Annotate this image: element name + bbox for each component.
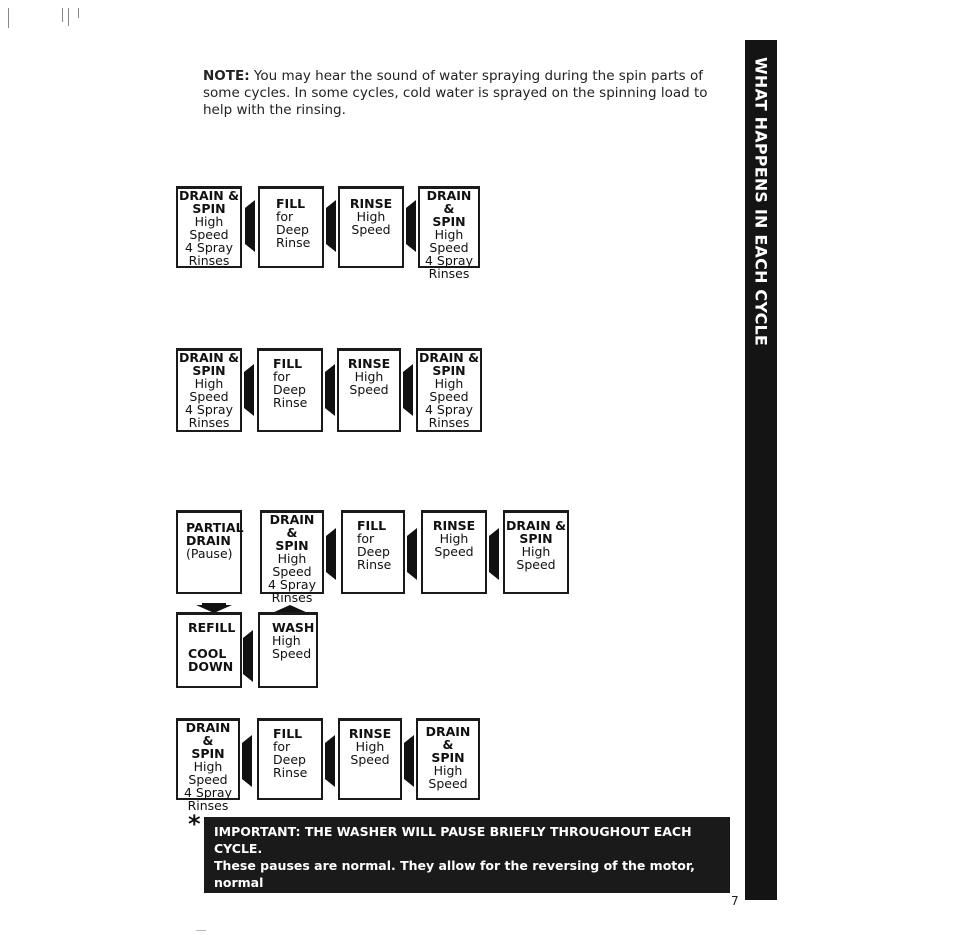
box-line: High — [355, 739, 385, 754]
flow-arrow-icon — [244, 364, 254, 416]
box-line: SPIN — [192, 201, 226, 216]
box-line: Speed — [189, 227, 229, 242]
box-line: Speed — [272, 646, 312, 661]
row3-partial-drain-box — [176, 510, 242, 594]
box-line: Speed — [272, 564, 312, 579]
box-line: FILL — [357, 518, 387, 533]
box-line: SPIN — [192, 363, 226, 378]
row2-rinse-box — [337, 348, 401, 432]
important-notice — [204, 817, 730, 924]
row3-drain-spin-box-2 — [503, 510, 569, 594]
box-line: Rinses — [428, 415, 470, 430]
box-line: DRAIN & — [425, 724, 471, 752]
box-line: Speed — [429, 240, 469, 255]
scan-speck — [196, 930, 206, 931]
box-line: 4 Spray — [268, 577, 316, 592]
box-line: PARTIAL — [186, 520, 244, 535]
box-line: SPIN — [275, 538, 309, 553]
box-line: DRAIN & — [269, 512, 315, 540]
note-label: NOTE: — [203, 68, 250, 84]
row4-drain-spin-box — [176, 718, 240, 813]
row3b-wash-box — [258, 612, 318, 688]
box-line: Rinse — [273, 765, 308, 780]
box-line: Rinses — [428, 266, 470, 281]
box-line: High — [521, 544, 551, 559]
flow-arrow-icon — [325, 735, 335, 787]
row1-drain-spin-box — [176, 186, 242, 268]
box-line: Rinses — [188, 415, 230, 430]
box-line: Rinse — [276, 235, 311, 250]
box-line: Rinse — [273, 395, 308, 410]
box-line: REFILL — [188, 620, 236, 635]
row3-fill-box — [341, 510, 405, 594]
box-line: 4 Spray — [425, 253, 473, 268]
flow-arrow-icon — [326, 200, 336, 252]
box-line: FILL — [276, 196, 306, 211]
box-line: Speed — [188, 772, 228, 787]
row2-fill-box — [257, 348, 323, 432]
row4-rinse-box — [338, 718, 402, 800]
box-line: Speed — [434, 544, 474, 559]
flow-arrow-icon — [407, 528, 417, 580]
flow-arrow-icon — [243, 630, 253, 682]
box-line: High — [277, 551, 307, 566]
box-line: WASH — [272, 620, 315, 635]
box-line: High — [354, 369, 384, 384]
box-line: DRAIN & — [178, 188, 240, 203]
box-line: SPIN — [431, 750, 465, 765]
asterisk-icon: * — [188, 810, 201, 838]
box-line: (Pause) — [186, 546, 233, 561]
flow-arrow-icon — [489, 528, 499, 580]
box-line: Rinses — [188, 253, 230, 268]
important-line: IMPORTANT: THE WASHER WILL PAUSE BRIEFLY THROUGHOUT EACH CYCLE. — [214, 824, 692, 856]
box-line: Speed — [428, 776, 468, 791]
box-line: RINSE — [432, 518, 476, 533]
flow-arrow-icon — [325, 364, 335, 416]
important-line: Cycle. — [214, 909, 257, 924]
box-line: Speed — [349, 382, 389, 397]
box-line: for — [273, 739, 291, 754]
box-line: SPIN — [432, 363, 466, 378]
important-line: These pauses are normal. They allow for the reversing of the motor, normal — [214, 858, 695, 890]
box-line: COOL — [188, 646, 227, 661]
side-tab-title: WHAT HAPPENS IN EACH CYCLE — [751, 57, 771, 347]
row3-drain-spin-box — [260, 510, 324, 605]
note-paragraph — [203, 68, 723, 119]
box-line: Rinse — [357, 557, 392, 572]
box-line: Deep — [357, 544, 390, 559]
box-line: DRAIN & — [426, 188, 472, 216]
row1-fill-box — [258, 186, 324, 268]
box-line: DRAIN & — [418, 350, 480, 365]
side-tab-title-wrap — [746, 57, 776, 347]
page-number: 7 — [731, 894, 739, 908]
box-line: 4 Spray — [185, 402, 233, 417]
box-line: Deep — [276, 222, 309, 237]
box-line: Speed — [351, 222, 391, 237]
box-line: for — [273, 369, 291, 384]
note-text: You may hear the sound of water spraying during the spin parts of some cycles. In some cycles, cold water is sprayed on the spinning load to help with the rinsing. — [203, 68, 708, 118]
box-line: DOWN — [188, 659, 234, 674]
box-line: Deep — [273, 752, 306, 767]
row1-rinse-box — [338, 186, 404, 268]
box-line: 4 Spray — [185, 240, 233, 255]
row4-drain-spin-box-2 — [416, 718, 480, 800]
box-line: High — [439, 531, 469, 546]
box-line: Speed — [429, 389, 469, 404]
box-line: High — [194, 376, 224, 391]
box-line: DRAIN & — [505, 518, 567, 533]
box-line: FILL — [273, 726, 303, 741]
box-line: RINSE — [349, 196, 393, 211]
box-line: High — [193, 759, 223, 774]
box-line: High — [356, 209, 386, 224]
flow-arrow-icon — [326, 528, 336, 580]
box-line: High — [434, 227, 464, 242]
box-line: DRAIN — [186, 533, 231, 548]
box-line: RINSE — [348, 726, 392, 741]
box-line: SPIN — [191, 746, 225, 761]
box-line: High — [272, 633, 301, 648]
box-line: RINSE — [347, 356, 391, 371]
box-line: Deep — [273, 382, 306, 397]
row3-rinse-box — [421, 510, 487, 594]
box-line: DRAIN & — [178, 350, 240, 365]
box-line: High — [433, 763, 463, 778]
row1-drain-spin-box-2 — [418, 186, 480, 281]
row4-fill-box — [257, 718, 323, 800]
flow-arrow-icon — [406, 200, 416, 252]
box-line: 4 Spray — [425, 402, 473, 417]
row3b-refill-cool-down-box — [176, 612, 242, 688]
box-line: Speed — [350, 752, 390, 767]
box-line: 4 Spray — [184, 785, 232, 800]
box-line: FILL — [273, 356, 303, 371]
box-line: High — [434, 376, 464, 391]
flow-arrow-icon — [242, 735, 252, 787]
box-line: Speed — [189, 389, 229, 404]
box-line: DRAIN & — [185, 720, 231, 748]
box-line: Speed — [516, 557, 556, 572]
important-line: washer operations, and the cool down portion of the PERMANENT PRESS — [214, 892, 727, 907]
box-line: SPIN — [519, 531, 553, 546]
box-line: Rinses — [187, 798, 229, 813]
row2-drain-spin-box-2 — [416, 348, 482, 432]
flow-arrow-icon — [245, 200, 255, 252]
box-line: Rinses — [271, 590, 313, 605]
box-line: SPIN — [432, 214, 466, 229]
row2-drain-spin-box — [176, 348, 242, 432]
flow-arrow-icon — [403, 364, 413, 416]
flow-arrow-icon — [404, 735, 414, 787]
box-line: for — [276, 209, 294, 224]
box-line: for — [357, 531, 375, 546]
box-line: High — [194, 214, 224, 229]
